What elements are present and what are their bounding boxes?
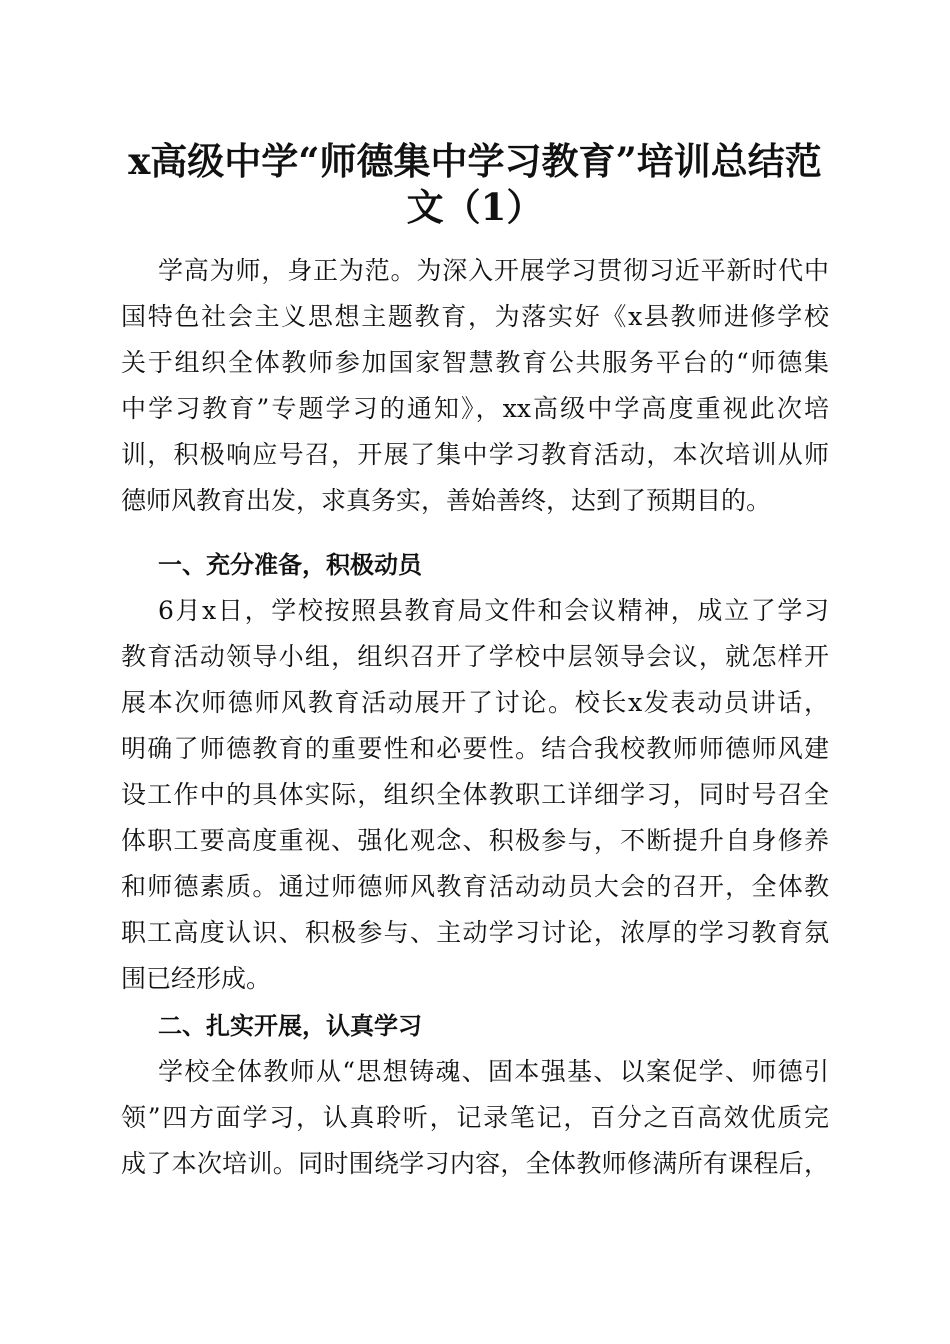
section-1-heading: 一、充分准备，积极动员 (158, 551, 422, 579)
section-1-line: 职工高度认识、积极参与、主动学习讨论，浓厚的学习教育氛 (121, 918, 829, 947)
intro-line: 关于组织全体教师参加国家智慧教育公共服务平台的“师德集 (121, 348, 829, 377)
section-2-line: 领”四方面学习，认真聆听，记录笔记，百分之百高效优质完 (121, 1103, 829, 1132)
document-title-line-1: x高级中学“师德集中学习教育”培训总结范 (128, 139, 822, 183)
section-1-line: 6月x日，学校按照县教育局文件和会议精神，成立了学习 (158, 596, 829, 625)
section-1-line: 明确了师德教育的重要性和必要性。结合我校教师师德师风建 (121, 734, 829, 763)
section-1-line: 体职工要高度重视、强化观念、积极参与，不断提升自身修养 (121, 826, 829, 855)
intro-line: 国特色社会主义思想主题教育，为落实好《x县教师进修学校 (121, 302, 829, 331)
section-2-line: 成了本次培训。同时围绕学习内容，全体教师修满所有课程后， (121, 1149, 829, 1178)
intro-line: 德师风教育出发，求真务实，善始善终，达到了预期目的。 (121, 486, 772, 515)
intro-line: 训，积极响应号召，开展了集中学习教育活动，本次培训从师 (121, 440, 829, 469)
section-2-line: 学校全体教师从“思想铸魂、固本强基、以案促学、师德引 (158, 1057, 829, 1086)
section-1-line: 设工作中的具体实际，组织全体教职工详细学习，同时号召全 (121, 780, 829, 809)
document-title-line-2: 文（1） (406, 185, 544, 229)
section-1-line: 教育活动领导小组，组织召开了学校中层领导会议，就怎样开 (121, 642, 829, 671)
intro-line: 学高为师，身正为范。为深入开展学习贯彻习近平新时代中 (158, 256, 829, 285)
section-1-line: 和师德素质。通过师德师风教育活动动员大会的召开，全体教 (121, 872, 829, 901)
section-2-heading: 二、扎实开展，认真学习 (158, 1012, 422, 1040)
section-1-line: 围已经形成。 (121, 964, 272, 993)
section-1-line: 展本次师德师风教育活动展开了讨论。校长x发表动员讲话， (121, 688, 829, 717)
intro-line: 中学习教育”专题学习的通知》，xx高级中学高度重视此次培 (121, 394, 829, 423)
